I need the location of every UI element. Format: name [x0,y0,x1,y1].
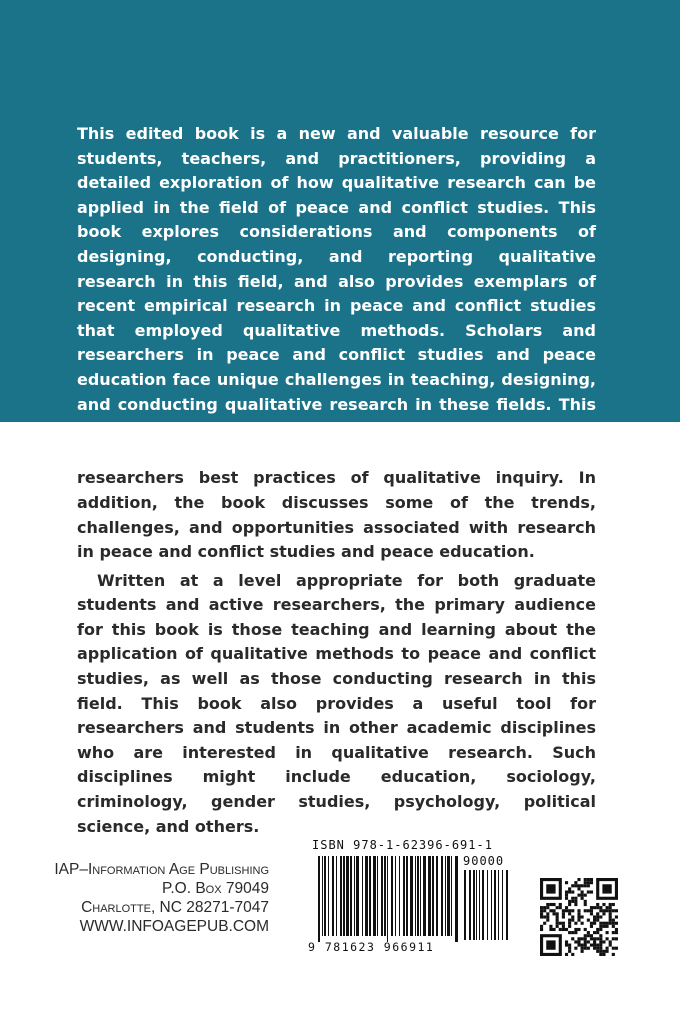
publisher-website: WWW.INFOAGEPUB.COM [79,918,269,935]
blurb-paragraph-1 [77,122,596,565]
publisher-name: IAP–Information Age Publishing [54,861,269,878]
isbn-label: ISBN 978-1-62396-691-1 [312,838,493,852]
isbn-barcode [308,840,511,958]
blurb-paragraph-1-continued: researchers best practices of qualitative inquiry. In addition, the book discusses some of the trends, challenges, and opportunities associated with research in peace and conflict studies and peace education. [77,468,596,562]
publisher-address [54,860,269,936]
back-cover-blurb [77,122,596,839]
publisher-city: Charlotte, NC 28271-7047 [81,899,269,916]
isbn-digits: 9 781623 966911 [308,940,435,954]
blurb-paragraph-2: Written at a level appropriate for both graduate students and active researchers, the primary audience for this book is those teaching and learning about the application of qualitative methods to peace and conflict studies, as well as those conducting research in this field. This book also provides a useful tool for researchers and students in other academic disciplines who are interested in qualitative research. Such disciplines might include education, sociology, criminology, gender studies, psychology, political science, and others. [77,570,596,836]
qr-code-icon [540,878,618,956]
publisher-po-box: P.O. Box 79049 [162,880,269,897]
blurb-paragraph-1-band-text: This edited book is a new and valuable resource for students, teachers, and practitioners, providing a detailed exploration of how qualitative research can be applied in the field of peace and conflict studies. This book explores considerations and components of designing, conducting, and reporting qualitative research in this field, and also provides exemplars of recent empirical research in peace and conflict studies that employed qualitative methods. Scholars and researchers in peace and conflict studies and peace education face unique challenges in teaching, designing, and conducting qualitative research in these fields. This edited book discusses tips for designing qualitative studies in this area and for teaching emerging peace [77,124,596,463]
price-code: 90000 [463,854,505,868]
